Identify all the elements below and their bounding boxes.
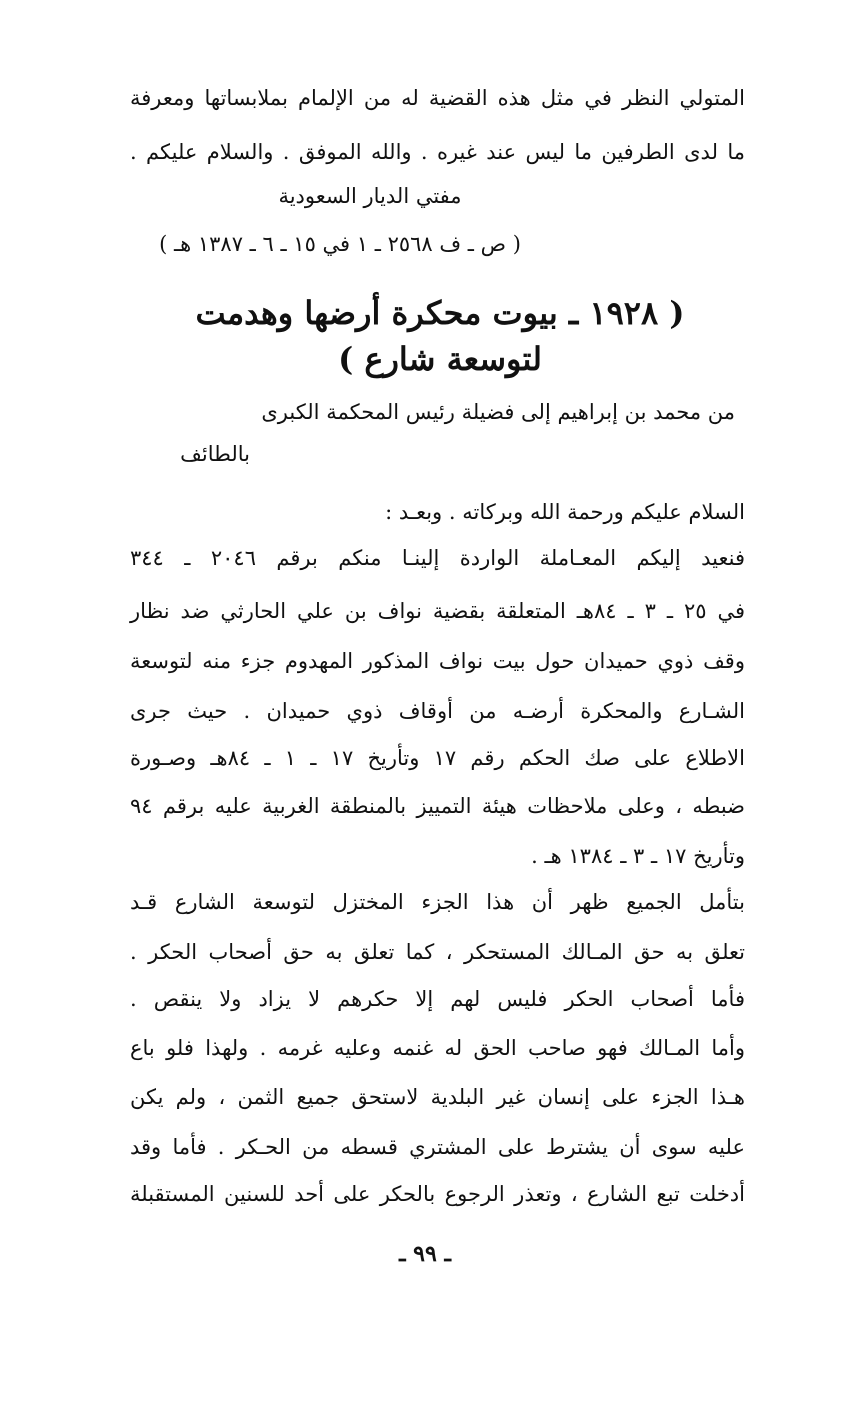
body-line: ضبطه ، وعلى ملاحظات هيئة التمييز بالمنطقة الغربية عليه برقم ٩٤ — [130, 794, 745, 818]
greeting: السلام عليكم ورحمة الله وبركاته . وبعـد : — [385, 500, 745, 524]
signature: مفتي الديار السعودية — [278, 184, 462, 208]
text-line: المتولي النظر في مثل هذه القضية له من الإلمام بملابساتها ومعرفة — [130, 86, 745, 110]
reference-number: ( ص ـ ف ٢٥٦٨ ـ ١ في ١٥ ـ ٦ ـ ١٣٨٧ هـ ) — [159, 232, 521, 256]
addressee: من محمد بن إبراهيم إلى فضيلة رئيس المحكمة الكبرى — [261, 400, 735, 424]
body-line: عليه سوى أن يشترط على المشتري قسطه من الحـكر . فأما وقد — [130, 1135, 745, 1159]
body-line: بتأمل الجميع ظهر أن هذا الجزء المختزل لتوسعة الشارع قـد — [130, 890, 745, 914]
body-line: فأما أصحاب الحكر فليس لهم إلا حكرهم لا يزاد ولا ينقص . — [130, 987, 745, 1011]
body-line: وتأريخ ١٧ ـ ٣ ـ ١٣٨٤ هـ . — [531, 844, 745, 868]
section-title-continued: لتوسعة شارع ) — [338, 340, 542, 378]
body-line: الشـارع والمحكرة أرضـه من أوقاف ذوي حميدان . حيث جرى — [130, 699, 745, 723]
body-line: في ٢٥ ـ ٣ ـ ٨٤هـ المتعلقة بقضية نواف بن علي الحارثي ضد نظار — [130, 599, 745, 623]
text-line: ما لدى الطرفين ما ليس عند غيره . والله الموفق . والسلام عليكم . — [130, 140, 745, 164]
body-line: هـذا الجزء على إنسان غير البلدية لاستحق جميع الثمن ، ولم يكن — [130, 1085, 745, 1109]
body-line: تعلق به حق المـالك المستحكر ، كما تعلق به حق أصحاب الحكر . — [130, 940, 745, 964]
body-line: الاطلاع على صك الحكم رقم ١٧ وتأريخ ١٧ ـ ١ ـ ٨٤هـ وصـورة — [130, 746, 745, 770]
body-line: وأما المـالك فهو صاحب الحق له غنمه وعليه غرمه . ولهذا فلو باع — [130, 1036, 745, 1060]
body-line: وقف ذوي حميدان حول بيت نواف المذكور المهدوم جزء منه لتوسعة — [130, 649, 745, 673]
section-title: ( ١٩٢٨ ـ بيوت محكرة أرضها وهدمت — [195, 294, 685, 332]
body-line: فنعيد إليكم المعـاملة الواردة إلينـا منكم برقم ٢٠٤٦ ـ ٣٤٤ — [130, 546, 745, 570]
addressee-location: بالطائف — [180, 442, 250, 466]
body-line: أدخلت تبع الشارع ، وتعذر الرجوع بالحكر على أحد للسنين المستقبلة — [130, 1182, 745, 1206]
page-number: ـ ٩٩ ـ — [399, 1241, 451, 1267]
